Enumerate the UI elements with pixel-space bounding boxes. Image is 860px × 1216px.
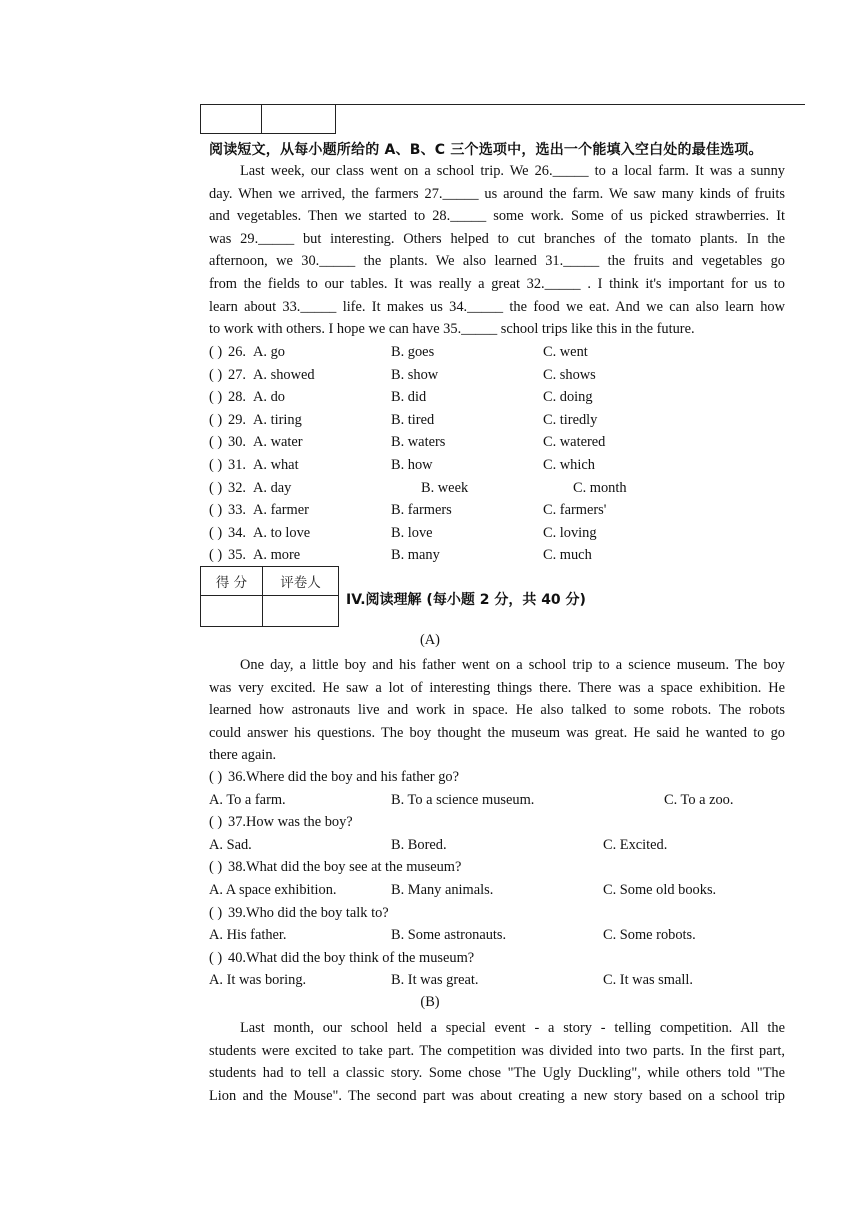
option-a: A. It was boring. [209,972,307,989]
passage-line: afternoon, we 30._____ the plants. We also learned 31._____ the fruits and vegetables go [209,253,785,270]
passage-line: learn about 33._____ life. It makes us 34._____ the food we eat. And we can also learn how [209,298,785,315]
answer-bracket[interactable]: ( ) [209,949,223,966]
question-number: 31. [228,457,246,473]
passage-a [209,654,785,767]
option-b: B. love [391,524,433,541]
question-number: 26. [228,344,246,360]
grader-entry-cell[interactable] [263,596,339,627]
answer-bracket[interactable]: ( ) [209,524,223,541]
grader-label: 评卷人 [263,567,339,596]
answer-bracket[interactable]: ( ) [209,502,223,519]
section-score-box [200,566,339,627]
option-a: A. water [253,434,303,451]
passage-line: there again. [209,747,277,764]
question-stem: 36.Where did the boy and his father go? [228,769,459,785]
passage-line: to work with others. I hope we can have 35._____ school trips like this in the future. [209,321,695,338]
answer-bracket[interactable]: ( ) [209,904,223,921]
passage-line: Last month, our school held a special event - a story - telling competition. All the [240,1020,785,1036]
answer-bracket[interactable]: ( ) [209,434,223,451]
top-grader-cell [262,105,336,134]
option-b: B. To a science museum. [391,791,535,808]
option-a: A. day [253,479,292,496]
question-number: 35. [228,547,246,564]
option-b: B. week [421,479,469,496]
option-c: C. watered [543,434,606,451]
option-c: C. shows [543,366,596,383]
option-c: C. much [543,547,592,564]
question-number: 30. [228,434,246,451]
answer-bracket[interactable]: ( ) [209,479,223,496]
option-c: C. tiredly [543,411,598,428]
option-c: C. Excited. [603,836,668,853]
question-number: 32. [228,479,246,496]
question-number: 29. [228,411,246,428]
passage-line: students had to tell a classic story. Some chose "The Ugly Duckling", while others told "The [209,1065,785,1082]
option-b: B. farmers [391,502,452,519]
score-entry-cell[interactable] [201,596,263,627]
passage-b [209,1017,785,1107]
passage-line: One day, a little boy and his father went on a school trip to a science museum. The boy [240,657,785,673]
option-a: A. more [253,547,301,564]
passage-line: and vegetables. Then we started to 28._____ some work. Some of us picked strawberries. It [209,208,785,225]
option-b: B. goes [391,344,435,360]
passage-line: was very excited. He saw a lot of interesting things there. There was a space exhibition. He [209,679,785,696]
option-b: B. waters [391,434,446,451]
option-c: C. Some robots. [603,927,696,944]
option-c: C. It was small. [603,972,693,989]
question-stem: 38.What did the boy see at the museum? [228,859,462,876]
option-b: B. Many animals. [391,882,494,898]
option-a: A. to love [253,524,311,541]
answer-bracket[interactable]: ( ) [209,547,223,564]
passage-line: day. When we arrived, the farmers 27._____ us around the farm. We saw many kinds of fruits [209,185,785,202]
passage-line: was 29._____ but interesting. Others helped to cut branches of the tomato plants. In the [209,230,785,247]
question-number: 33. [228,502,246,519]
answer-bracket[interactable]: ( ) [209,389,223,406]
passage-line: Last week, our class went on a school trip. We 26._____ to a local farm. It was a sunny [240,163,785,179]
option-a: A. farmer [253,502,309,519]
option-c: C. which [543,457,595,473]
answer-bracket[interactable]: ( ) [209,411,223,428]
option-c: C. farmers' [543,502,607,519]
cloze-instruction: 阅读短文，从每小题所给的 A、B、C 三个选项中，选出一个能填入空白处的最佳选项。 [209,142,763,158]
top-score-box [200,104,336,134]
option-c: C. Some old books. [603,882,717,898]
passage-line: from the fields to our tables. It was really a great 32._____ . I think it's important for us to [209,275,785,292]
option-b: B. It was great. [391,972,479,989]
option-a: A. do [253,389,285,406]
passage-line: could answer his questions. The boy thought the museum was great. He said he wanted to go [209,724,785,741]
passage-a-label: (A) [420,632,440,648]
passage-line: students were excited to take part. The competition was divided into two parts. In the first part, [209,1042,785,1059]
option-b: B. many [391,547,440,564]
option-c: C. went [543,344,588,360]
option-a: A. Sad. [209,836,252,853]
option-b: B. Bored. [391,836,447,853]
option-a: A. showed [253,366,315,383]
question-stem: 40.What did the boy think of the museum? [228,949,475,966]
option-c: C. loving [543,524,597,541]
option-a: A. His father. [209,927,287,944]
top-score-cell [201,105,262,134]
option-c: C. To a zoo. [664,791,734,808]
answer-bracket[interactable]: ( ) [209,457,223,473]
passage-line: Lion and the Mouse". The second part was about creating a new story based on a school trip [209,1087,785,1104]
answer-bracket[interactable]: ( ) [209,814,223,831]
answer-bracket[interactable]: ( ) [209,344,223,360]
answer-bracket[interactable]: ( ) [209,859,223,876]
option-a: A. tiring [253,411,302,428]
option-a: A. A space exhibition. [209,882,337,898]
passage-line: learned how astronauts live and work in space. He also talked to some robots. The robots [209,702,785,719]
score-label: 得 分 [201,567,263,596]
option-b: B. how [391,457,433,473]
question-number: 34. [228,524,246,541]
passage-b-label: (B) [420,994,440,1010]
question-stem: 39.Who did the boy talk to? [228,904,389,921]
option-a: A. what [253,457,299,473]
question-number: 27. [228,366,246,383]
answer-bracket[interactable]: ( ) [209,769,223,785]
option-a: A. To a farm. [209,791,286,808]
option-c: C. doing [543,389,593,406]
section-iv-title: IV.阅读理解 (每小题 2 分，共 40 分) [346,592,586,608]
option-b: B. did [391,389,427,406]
question-number: 28. [228,389,246,406]
option-c: C. month [573,479,627,496]
option-b: B. tired [391,411,435,428]
option-a: A. go [253,344,285,360]
question-stem: 37.How was the boy? [228,814,353,831]
answer-bracket[interactable]: ( ) [209,366,223,383]
option-b: B. show [391,366,439,383]
option-b: B. Some astronauts. [391,927,507,944]
cloze-passage [209,160,785,341]
